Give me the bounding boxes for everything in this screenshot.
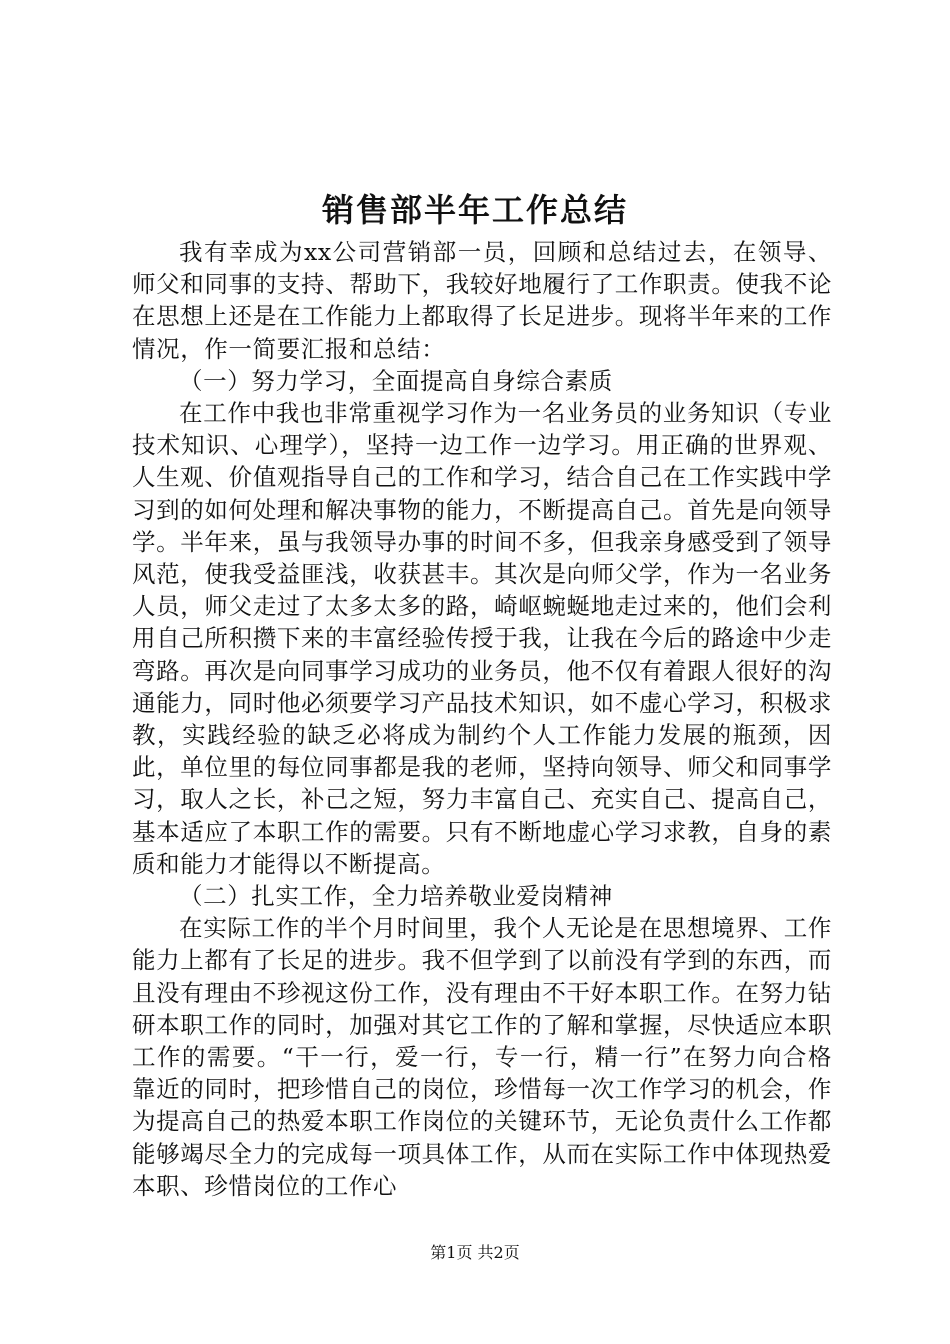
paragraph-study: 在工作中我也非常重视学习作为一名业务员的业务知识（专业技术知识、心理学），坚持一边工作一边学习。用正确的世界观、人生观、价值观指导自己的工作和学习，结合自己在工作实践中学习到的如何处理和解决事物的能力，不断提高自己。首先是向领导学。半年来，虽与我领导办事的时间不多，但我亲身感受到了领导风范，使我受益匪浅，收获甚丰。其次是向师父学，作为一名业务人员，师父走过了太多太多的路，崎岖蜿蜒地走过来的，他们会利用自己所积攒下来的丰富经验传授于我，让我在今后的路途中少走弯路。再次是向同事学习成功的业务员，他不仅有着跟人很好的沟通能力，同时他必须要学习产品技术知识，如不虚心学习，积极求教，实践经验的缺乏必将成为制约个人工作能力发展的瓶颈，因此，单位里的每位同事都是我的老师，坚持向领导、师父和同事学习，取人之长，补己之短，努力丰富自己、充实自己、提高自己，基本适应了本职工作的需要。只有不断地虚心学习求教，自身的素质和能力才能得以不断提高。 xyxy=(132,399,832,878)
paragraph-intro: 我有幸成为xx公司营销部一员，回顾和总结过去，在领导、师父和同事的支持、帮助下，我较好地履行了工作职责。使我不论在思想上还是在工作能力上都取得了长足进步。现将半年来的工作情况，作一简要汇报和总结： xyxy=(132,238,832,363)
section-heading-1: （一）努力学习，全面提高自身综合素质 xyxy=(179,366,613,395)
section-heading-2: （二）扎实工作，全力培养敬业爱岗精神 xyxy=(179,882,613,911)
document-title: 销售部半年工作总结 xyxy=(321,191,628,229)
document-body xyxy=(132,236,832,1202)
page-footer: 第1页 共2页 xyxy=(430,1243,520,1262)
paragraph-work: 在实际工作的半个月时间里，我个人无论是在思想境界、工作能力上都有了长足的进步。我不但学到了以前没有学到的东西，而且没有理由不珍视这份工作，没有理由不干好本职工作。在努力钻研本职工作的同时，加强对其它工作的了解和掌握，尽快适应本职工作的需要。“干一行，爱一行，专一行，精一行”在努力向合格靠近的同时，把珍惜自己的岗位，珍惜每一次工作学习的机会，作为提高自己的热爱本职工作岗位的关键环节，无论负责什么工作都能够竭尽全力的完成每一项具体工作，从而在实际工作中体现热爱本职、珍惜岗位的工作心 xyxy=(132,914,832,1200)
